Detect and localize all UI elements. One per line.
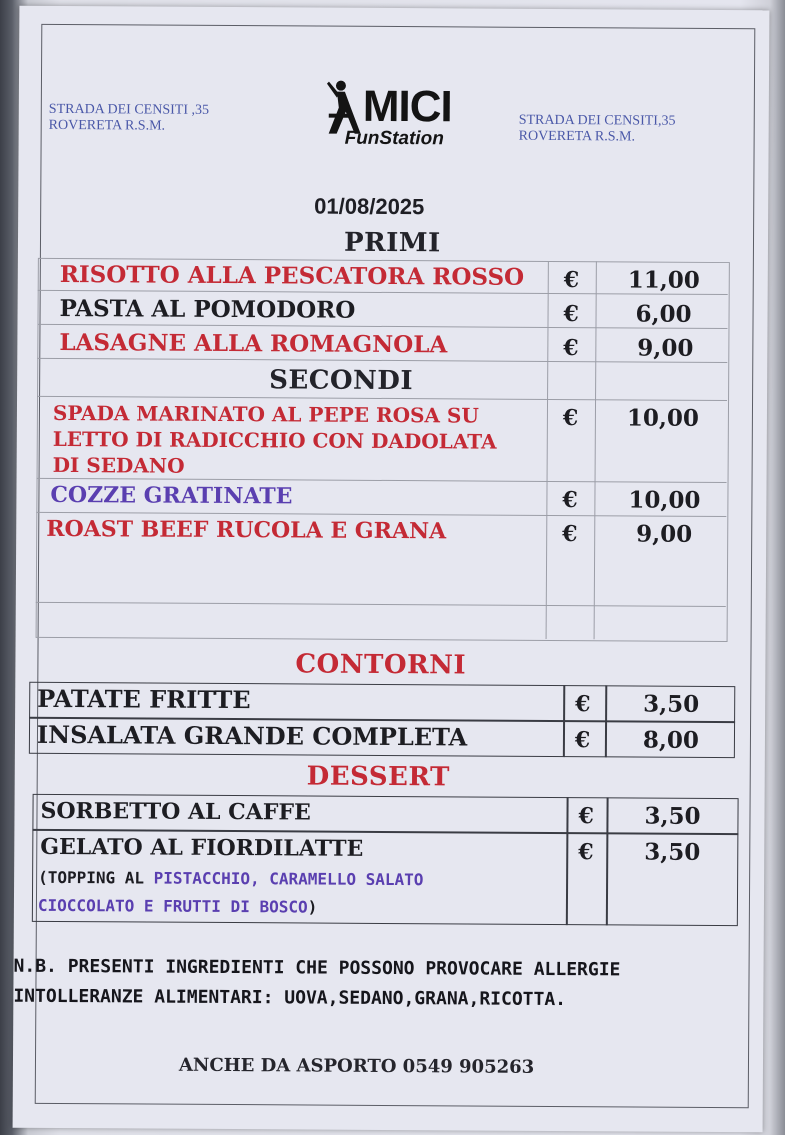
contorni-item-name: PATATE FRITTE: [37, 683, 251, 715]
primi-item-currency: €: [563, 267, 580, 294]
menu-sheet: [13, 6, 770, 1133]
menu-date: 01/08/2025: [314, 193, 425, 220]
primi-item-name: PASTA AL POMODORO: [59, 294, 356, 324]
address-left: [49, 102, 209, 135]
primi-item-currency: €: [563, 301, 579, 328]
allergy-note-line: INTOLLERANZE ALIMENTARI: UOVA,SEDANO,GRANA,RICOTTA.: [13, 985, 567, 1011]
contorni-item-currency: €: [575, 691, 591, 718]
dessert-item-currency: €: [578, 839, 594, 866]
primi-item-name: RISOTTO ALLA PESCATORA ROSSO: [59, 260, 525, 291]
logo: [315, 78, 485, 159]
section-title-secondi: SECONDI: [269, 365, 414, 397]
address-left-city: ROVERETA R.S.M.: [48, 117, 166, 134]
topping-flavors: CIOCCOLATO E FRUTTI DI BOSCO: [37, 895, 308, 917]
primi-item-currency: €: [563, 335, 579, 362]
secondi-item-currency: €: [562, 405, 579, 432]
allergy-note-line: N.B. PRESENTI INGREDIENTI CHE POSSONO PROVOCARE ALLERGIE: [13, 955, 621, 981]
primi-item-price: 11,00: [627, 266, 700, 294]
topping-suffix: ): [307, 897, 318, 917]
secondi-item-name-line: SPADA MARINATO AL PEPE ROSA SU: [52, 400, 479, 428]
dessert-item-currency: €: [578, 803, 594, 830]
secondi-item-price: 10,00: [628, 486, 701, 514]
secondi-item-price: 10,00: [626, 404, 700, 432]
contorni-item-name: INSALATA GRANDE COMPLETA: [36, 719, 468, 752]
secondi-item-name-line: LETTO DI RADICCHIO CON DADOLATA: [52, 426, 497, 454]
section-title-dessert: DESSERT: [306, 761, 450, 793]
address-right-city: ROVERETA R.S.M.: [518, 128, 636, 145]
primi-item-name: LASAGNE ALLA ROMAGNOLA: [59, 328, 448, 359]
takeaway-line: ANCHE DA ASPORTO 0549 905263: [178, 1054, 535, 1078]
contorni-item-price: 3,50: [643, 690, 700, 718]
address-left-street: STRADA DEI CENSITI ,35: [48, 101, 210, 118]
secondi-item-name: ROAST BEEF RUCOLA E GRANA: [46, 515, 447, 545]
topping-flavors: PISTACCHIO, CARAMELLO SALATO: [153, 868, 424, 890]
address-right: [519, 113, 676, 146]
secondi-item-currency: €: [562, 487, 578, 514]
secondi-item-price: 9,00: [636, 520, 693, 548]
secondi-item-name-line: DI SEDANO: [52, 452, 185, 478]
dessert-item-price: 3,50: [644, 838, 701, 866]
logo-main-text: MICI: [362, 81, 452, 132]
logo-sub-text: FunStation: [344, 127, 444, 150]
allergy-note: [13, 952, 620, 1016]
secondi-item-currency: €: [562, 521, 578, 548]
contorni-item-price: 8,00: [642, 726, 700, 754]
section-title-contorni: CONTORNI: [295, 649, 467, 681]
secondi-item-name: [53, 400, 497, 481]
dessert-item-name: SORBETTO AL CAFFE: [40, 797, 311, 826]
dessert-item-name: GELATO AL FIORDILATTE: [40, 833, 364, 862]
address-right-street: STRADA DEI CENSITI,35: [518, 112, 676, 129]
dessert-topping-note: [38, 864, 424, 922]
secondi-item-name: COZZE GRATINATE: [50, 481, 293, 510]
dessert-item-price: 3,50: [644, 802, 701, 830]
primi-item-price: 6,00: [635, 300, 692, 328]
topping-prefix: (TOPPING AL: [38, 867, 154, 888]
contorni-item-currency: €: [574, 727, 591, 754]
primi-item-price: 9,00: [637, 334, 694, 362]
section-title-primi: PRIMI: [343, 227, 441, 259]
